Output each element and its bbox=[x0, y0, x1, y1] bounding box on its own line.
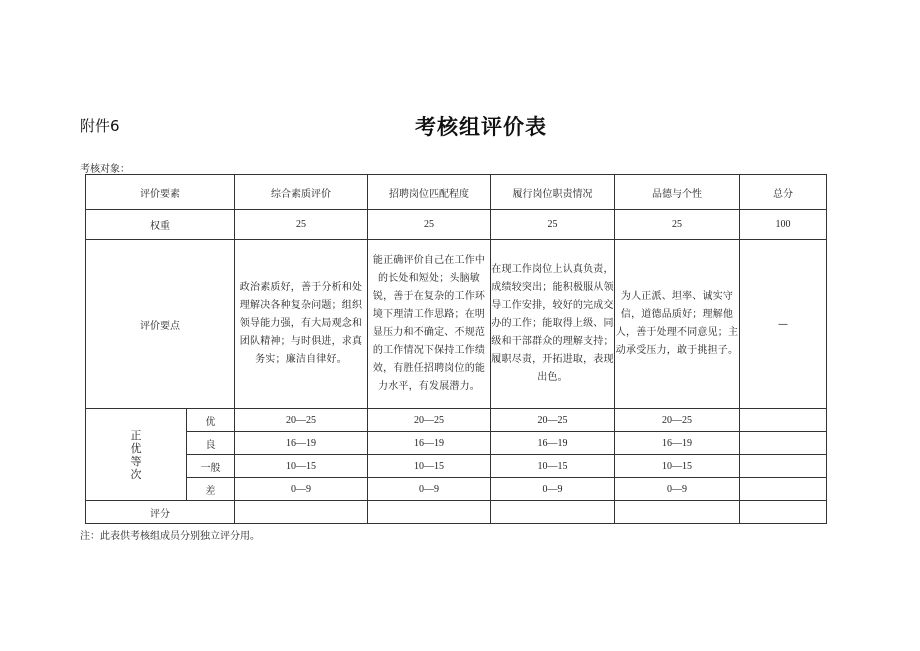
key-point-1: 政治素质好，善于分析和处理解决各种复杂问题；组织领导能力强，有大局观念和团队精神；与时俱进，求真务实；廉洁自律好。 bbox=[235, 240, 368, 409]
weight-value-1: 25 bbox=[235, 210, 368, 240]
score-row bbox=[86, 501, 827, 524]
annex-label: 附件6 bbox=[80, 117, 120, 135]
grade-name: 优 bbox=[187, 409, 235, 432]
grade-range: 20—25 bbox=[368, 409, 491, 432]
grade-range: 0—9 bbox=[615, 478, 740, 501]
grade-range: 0—9 bbox=[368, 478, 491, 501]
grade-name: 一般 bbox=[187, 455, 235, 478]
grade-range: 10—15 bbox=[368, 455, 491, 478]
weight-value-3: 25 bbox=[491, 210, 615, 240]
key-point-2: 能正确评价自己在工作中的长处和短处；头脑敏锐，善于在复杂的工作环境下理清工作思路；在明显压力和不确定、不规范的工作情况下保持工作绩效，有胜任招聘岗位的能力水平，有发展潜力。 bbox=[368, 240, 491, 409]
key-points-row bbox=[86, 240, 827, 409]
grade-name: 差 bbox=[187, 478, 235, 501]
grade-total-cell[interactable] bbox=[740, 455, 827, 478]
grade-total-cell[interactable] bbox=[740, 432, 827, 455]
grade-row-poor bbox=[86, 478, 827, 501]
weight-value-total: 100 bbox=[740, 210, 827, 240]
score-cell-total[interactable] bbox=[740, 501, 827, 524]
header-row bbox=[86, 175, 827, 210]
score-cell-1[interactable] bbox=[235, 501, 368, 524]
grade-row-good bbox=[86, 432, 827, 455]
grade-range: 20—25 bbox=[235, 409, 368, 432]
header-col-1: 综合素质评价 bbox=[235, 175, 368, 210]
grade-range: 0—9 bbox=[235, 478, 368, 501]
key-point-total: — bbox=[740, 240, 827, 409]
grade-range: 10—15 bbox=[491, 455, 615, 478]
header-label: 评价要素 bbox=[86, 175, 235, 210]
grade-range: 10—15 bbox=[615, 455, 740, 478]
score-label: 评分 bbox=[86, 501, 235, 524]
page-title: 考核组评价表 bbox=[415, 115, 547, 139]
key-points-label: 评价要点 bbox=[86, 240, 235, 409]
header-col-total: 总分 bbox=[740, 175, 827, 210]
weight-row bbox=[86, 210, 827, 240]
score-cell-4[interactable] bbox=[615, 501, 740, 524]
assessment-target-label: 考核对象： bbox=[80, 164, 130, 175]
score-cell-2[interactable] bbox=[368, 501, 491, 524]
grade-range: 10—15 bbox=[235, 455, 368, 478]
score-cell-3[interactable] bbox=[491, 501, 615, 524]
grade-rank-label: 正优等次 bbox=[86, 409, 187, 501]
grade-range: 16—19 bbox=[491, 432, 615, 455]
weight-value-4: 25 bbox=[615, 210, 740, 240]
grade-name: 良 bbox=[187, 432, 235, 455]
grade-range: 20—25 bbox=[491, 409, 615, 432]
grade-row-excellent bbox=[86, 409, 827, 432]
grade-total-cell[interactable] bbox=[740, 478, 827, 501]
weight-value-2: 25 bbox=[368, 210, 491, 240]
grade-range: 0—9 bbox=[491, 478, 615, 501]
grade-range: 16—19 bbox=[235, 432, 368, 455]
header-col-3: 履行岗位职责情况 bbox=[491, 175, 615, 210]
grade-range: 16—19 bbox=[615, 432, 740, 455]
grade-range: 20—25 bbox=[615, 409, 740, 432]
weight-label: 权重 bbox=[86, 210, 235, 240]
evaluation-table bbox=[85, 174, 827, 524]
grade-total-cell[interactable] bbox=[740, 409, 827, 432]
key-point-3: 在现工作岗位上认真负责，成绩较突出；能积极服从领导工作安排，较好的完成交办的工作；能取得上级、同级和干部群众的理解支持；履职尽责，开拓进取，表现出色。 bbox=[491, 240, 615, 409]
grade-row-average bbox=[86, 455, 827, 478]
grade-range: 16—19 bbox=[368, 432, 491, 455]
footnote: 注：此表供考核组成员分别独立评分用。 bbox=[80, 531, 260, 542]
header-col-2: 招聘岗位匹配程度 bbox=[368, 175, 491, 210]
assessment-target bbox=[80, 160, 218, 175]
key-point-4: 为人正派、坦率、诚实守信，道德品质好；理解他人，善于处理不同意见；主动承受压力，敢于挑担子。 bbox=[615, 240, 740, 409]
header-col-4: 品德与个性 bbox=[615, 175, 740, 210]
